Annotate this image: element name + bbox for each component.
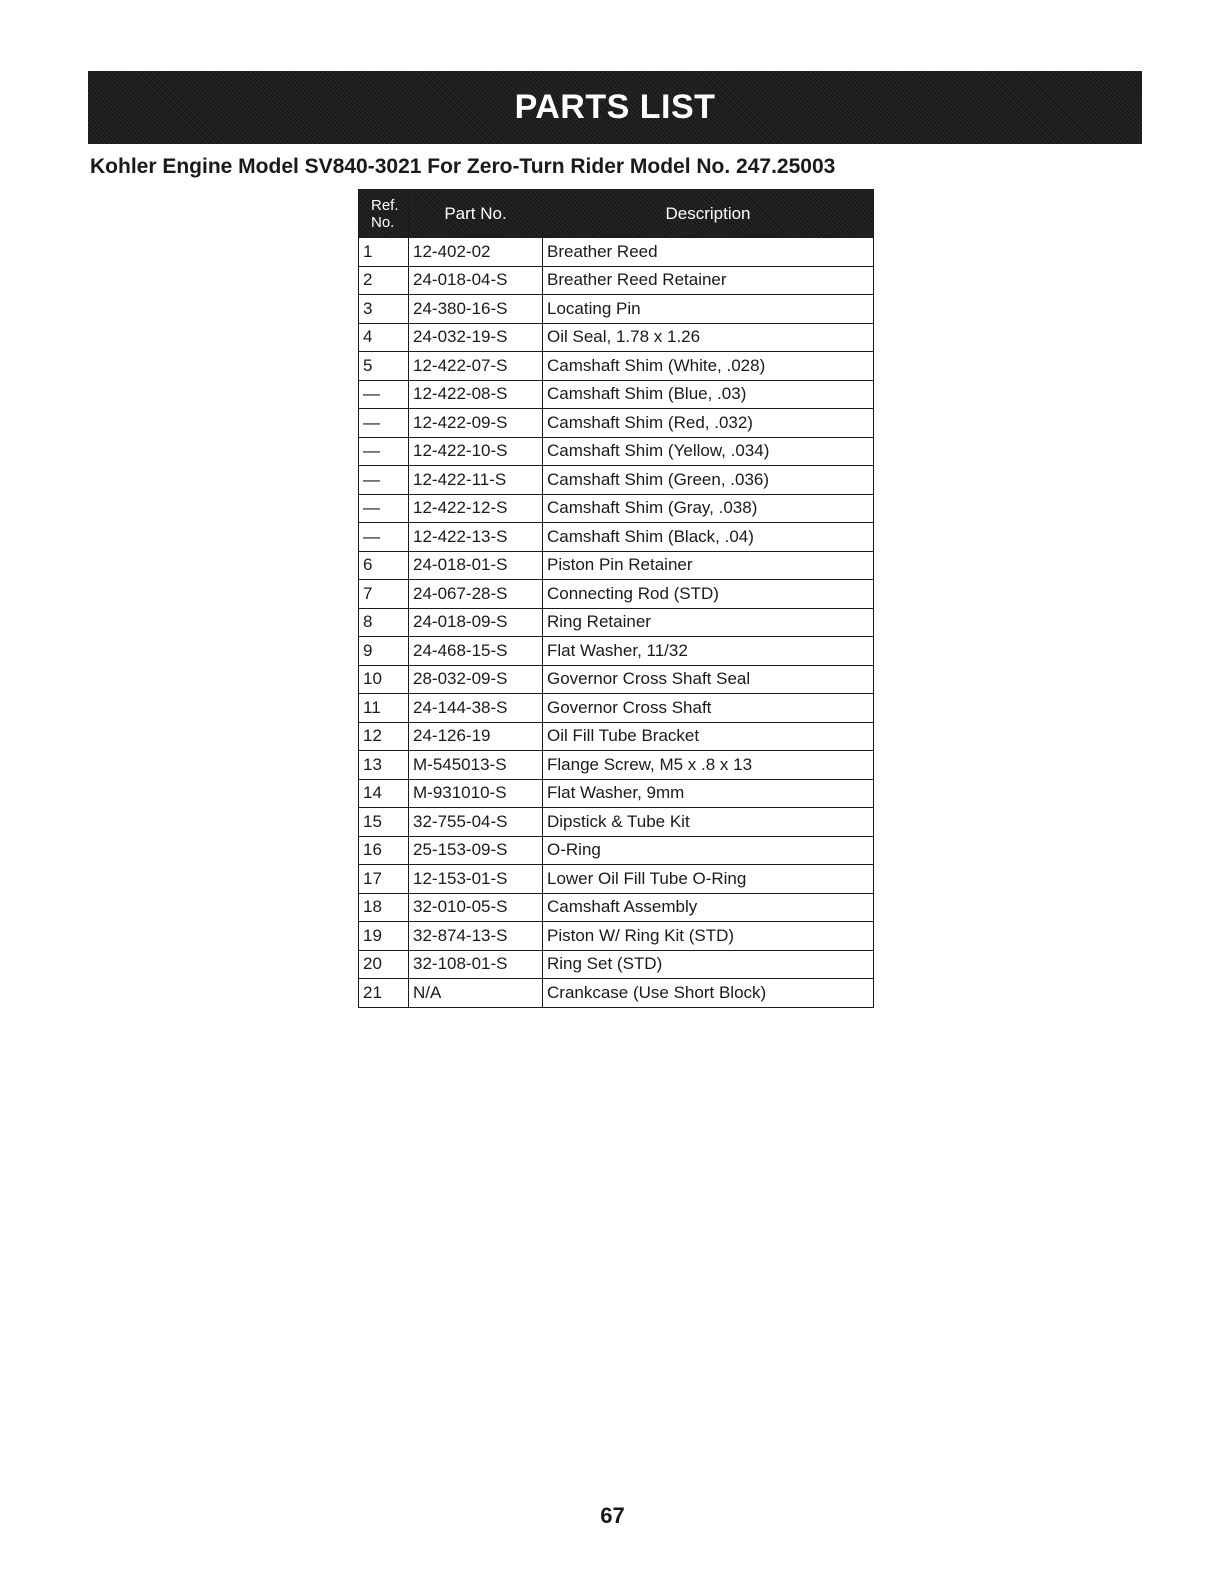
description-cell: Flat Washer, 9mm	[543, 779, 874, 808]
column-header-part-no: Part No.	[409, 190, 543, 238]
part-number-cell: 24-380-16-S	[409, 295, 543, 324]
ref-cell: 12	[359, 722, 409, 751]
table-row	[359, 380, 874, 409]
table-row	[359, 751, 874, 780]
description-cell: Piston Pin Retainer	[543, 551, 874, 580]
table-row	[359, 466, 874, 495]
table-row	[359, 637, 874, 666]
part-number-cell: 12-402-02	[409, 238, 543, 267]
ref-cell: 6	[359, 551, 409, 580]
part-number-cell: 12-153-01-S	[409, 865, 543, 894]
ref-cell: 8	[359, 608, 409, 637]
part-number-cell: 12-422-09-S	[409, 409, 543, 438]
engine-model-subtitle: Kohler Engine Model SV840-3021 For Zero-Turn Rider Model No. 247.25003	[90, 155, 836, 178]
table-row	[359, 409, 874, 438]
ref-cell: 21	[359, 979, 409, 1008]
description-cell: Flat Washer, 11/32	[543, 637, 874, 666]
part-number-cell: 24-126-19	[409, 722, 543, 751]
table-row	[359, 323, 874, 352]
part-number-cell: 12-422-07-S	[409, 352, 543, 381]
description-cell: Camshaft Shim (White, .028)	[543, 352, 874, 381]
part-number-cell: 24-067-28-S	[409, 580, 543, 609]
ref-cell: —	[359, 494, 409, 523]
table-row	[359, 865, 874, 894]
part-number-cell: M-931010-S	[409, 779, 543, 808]
column-header-ref-line1: Ref.	[371, 196, 399, 214]
description-cell: Ring Retainer	[543, 608, 874, 637]
part-number-cell: 12-422-13-S	[409, 523, 543, 552]
part-number-cell: 24-018-04-S	[409, 266, 543, 295]
part-number-cell: 24-032-19-S	[409, 323, 543, 352]
part-number-cell: 25-153-09-S	[409, 836, 543, 865]
ref-cell: 2	[359, 266, 409, 295]
part-number-cell: 32-010-05-S	[409, 893, 543, 922]
part-number-cell: 12-422-10-S	[409, 437, 543, 466]
description-cell: Camshaft Shim (Gray, .038)	[543, 494, 874, 523]
ref-cell: 3	[359, 295, 409, 324]
description-cell: Crankcase (Use Short Block)	[543, 979, 874, 1008]
ref-cell: 16	[359, 836, 409, 865]
parts-table-header	[359, 190, 874, 238]
table-row	[359, 551, 874, 580]
description-cell: Camshaft Shim (Red, .032)	[543, 409, 874, 438]
ref-cell: —	[359, 523, 409, 552]
ref-cell: 13	[359, 751, 409, 780]
description-cell: Breather Reed	[543, 238, 874, 267]
table-row	[359, 836, 874, 865]
part-number-cell: 32-755-04-S	[409, 808, 543, 837]
description-cell: Connecting Rod (STD)	[543, 580, 874, 609]
description-cell: Flange Screw, M5 x .8 x 13	[543, 751, 874, 780]
part-number-cell: 32-108-01-S	[409, 950, 543, 979]
table-row	[359, 238, 874, 267]
table-row	[359, 523, 874, 552]
ref-cell: 4	[359, 323, 409, 352]
table-row	[359, 352, 874, 381]
description-cell: Ring Set (STD)	[543, 950, 874, 979]
column-header-ref-line2: No.	[371, 213, 395, 231]
part-number-cell: 24-018-01-S	[409, 551, 543, 580]
table-row	[359, 950, 874, 979]
description-cell: Lower Oil Fill Tube O-Ring	[543, 865, 874, 894]
description-cell: Camshaft Shim (Green, .036)	[543, 466, 874, 495]
table-row	[359, 779, 874, 808]
ref-cell: 15	[359, 808, 409, 837]
table-row	[359, 808, 874, 837]
table-row	[359, 580, 874, 609]
table-row	[359, 608, 874, 637]
description-cell: Breather Reed Retainer	[543, 266, 874, 295]
ref-cell: —	[359, 466, 409, 495]
part-number-cell: N/A	[409, 979, 543, 1008]
part-number-cell: 24-018-09-S	[409, 608, 543, 637]
ref-cell: 17	[359, 865, 409, 894]
ref-cell: 5	[359, 352, 409, 381]
table-row	[359, 893, 874, 922]
ref-cell: 7	[359, 580, 409, 609]
description-cell: Camshaft Shim (Blue, .03)	[543, 380, 874, 409]
part-number-cell: M-545013-S	[409, 751, 543, 780]
description-cell: O-Ring	[543, 836, 874, 865]
table-row	[359, 437, 874, 466]
description-cell: Dipstick & Tube Kit	[543, 808, 874, 837]
parts-table-body	[359, 238, 874, 1008]
ref-cell: 14	[359, 779, 409, 808]
part-number-cell: 12-422-12-S	[409, 494, 543, 523]
header-row	[359, 190, 874, 238]
page-title: PARTS LIST	[514, 88, 716, 126]
ref-cell: —	[359, 409, 409, 438]
table-row	[359, 494, 874, 523]
description-cell: Camshaft Assembly	[543, 893, 874, 922]
part-number-cell: 12-422-08-S	[409, 380, 543, 409]
description-cell: Piston W/ Ring Kit (STD)	[543, 922, 874, 951]
column-header-ref-no	[359, 190, 409, 238]
parts-table	[358, 189, 874, 1008]
ref-cell: 9	[359, 637, 409, 666]
part-number-cell: 24-468-15-S	[409, 637, 543, 666]
table-row	[359, 665, 874, 694]
table-row	[359, 266, 874, 295]
description-cell: Locating Pin	[543, 295, 874, 324]
description-cell: Camshaft Shim (Yellow, .034)	[543, 437, 874, 466]
ref-cell: 10	[359, 665, 409, 694]
table-row	[359, 722, 874, 751]
page-banner	[88, 71, 1142, 144]
ref-cell: —	[359, 380, 409, 409]
column-header-description: Description	[543, 190, 874, 238]
table-row	[359, 694, 874, 723]
ref-cell: 1	[359, 238, 409, 267]
description-cell: Oil Fill Tube Bracket	[543, 722, 874, 751]
description-cell: Camshaft Shim (Black, .04)	[543, 523, 874, 552]
part-number-cell: 32-874-13-S	[409, 922, 543, 951]
table-row	[359, 922, 874, 951]
part-number-cell: 24-144-38-S	[409, 694, 543, 723]
part-number-cell: 28-032-09-S	[409, 665, 543, 694]
part-number-cell: 12-422-11-S	[409, 466, 543, 495]
ref-cell: —	[359, 437, 409, 466]
page-number: 67	[600, 1503, 625, 1528]
ref-cell: 18	[359, 893, 409, 922]
description-cell: Oil Seal, 1.78 x 1.26	[543, 323, 874, 352]
table-row	[359, 979, 874, 1008]
description-cell: Governor Cross Shaft Seal	[543, 665, 874, 694]
ref-cell: 20	[359, 950, 409, 979]
ref-cell: 11	[359, 694, 409, 723]
table-row	[359, 295, 874, 324]
ref-cell: 19	[359, 922, 409, 951]
description-cell: Governor Cross Shaft	[543, 694, 874, 723]
